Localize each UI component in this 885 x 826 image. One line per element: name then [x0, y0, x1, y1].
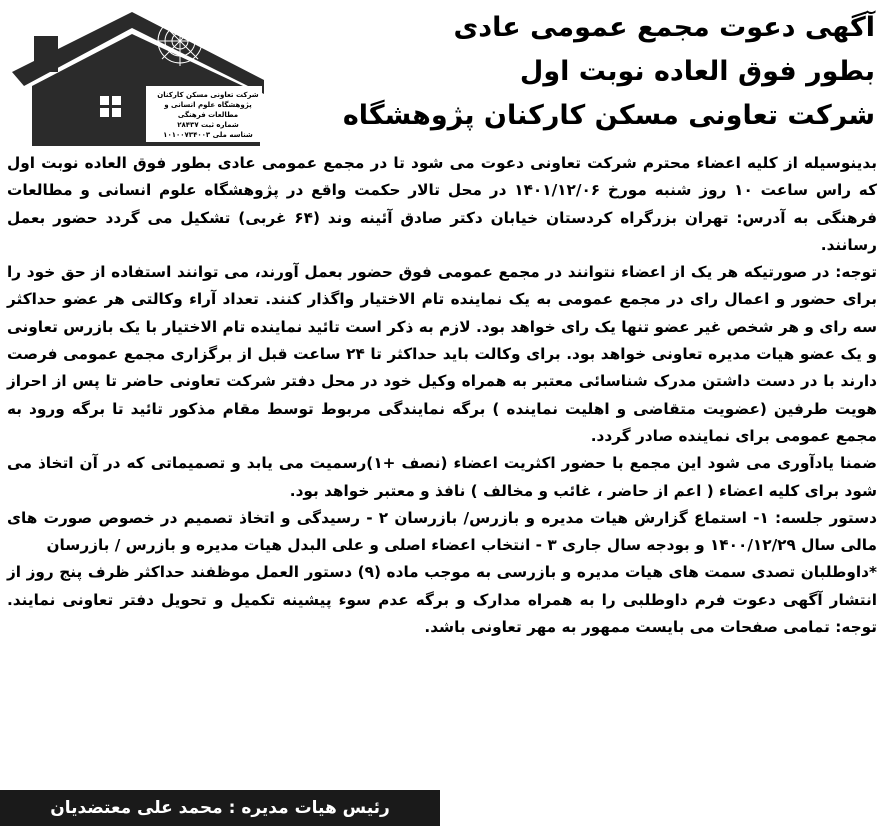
- logo-line-1: شرکت تعاونی مسکن کارکنان: [157, 91, 259, 99]
- signature-bar: [0, 790, 440, 826]
- header: [0, 0, 885, 148]
- title-line-3: شرکت تعاونی مسکن کارکنان پژوهشگاه: [342, 100, 875, 131]
- note-label: توجه: [841, 263, 877, 282]
- quorum-paragraph: ضمنا یادآوری می شود این مجمع با حضور اکثریت اعضاء (نصف +۱)رسمیت می یابد و تصمیماتی که در آن اتخاذ می شود برای کلیه اعضاء ( اعم از حاضر ، غائب و مخالف ) نافذ و معتبر خواهد بود.: [7, 454, 878, 500]
- agenda-label: دستور جلسه:: [775, 508, 878, 527]
- candidates-paragraph: [7, 559, 877, 641]
- logo-line-3: شماره ثبت ۲۸۴۳۷: [177, 121, 239, 129]
- intro-paragraph: بدینوسیله از کلیه اعضاء محترم شرکت تعاونی دعوت می شود تا در مجمع عمومی عادی بطور فوق العاده نوبت اول که راس ساعت ۱۰ روز شنبه مورخ ۱۴۰۱/۱۲/۰۶ در محل تالار حکمت واقع در پژوهشگاه علوم انسانی و مطالعات فرهنگی به آدرس: تهران بزرگراه کردستان خیابان دکتر صادق آئینه وند (۶۴ غربی) تشکیل می گردد حضور بعمل رسانند.: [7, 154, 877, 254]
- logo-line-2: پژوهشگاه علوم انسانی و مطالعات فرهنگی: [164, 101, 252, 119]
- logo-caption: [152, 90, 264, 140]
- agenda-paragraph: [7, 505, 877, 560]
- agenda-text: ۱- استماع گزارش هیات مدیره و بازرس/ بازرسان ۲ - رسیدگی و اتخاذ تصمیم در خصوص صورت های مالی سال ۱۴۰۰/۱۲/۲۹ و بودجه سال جاری ۳ - انتخاب اعضاء اصلی و علی البدل هیات مدیره و بازرس / بازرسان: [7, 508, 877, 555]
- note-text: : در صورتیکه هر یک از اعضاء نتوانند در مجمع عمومی فوق حضور بعمل آورند، می توانند استفاده از حق خود را برای حضور و اعمال رای در مجمع عمومی به یک نماینده تام الاختیار واگذار کنند. تعداد آراء وکالتی هر عضو حداکثر سه رای و هر شخص غیر عضو تنها یک رای خواهد بود. لازم به ذکر است تائید نماینده تام الاختیار با یک بازرس تعاونی و یک عضو هیات مدیره تعاونی خواهد بود. برای وکالت باید حداکثر تا ۲۴ ساعت قبل از برگزاری مجمع عمومی فرصت دارند با در دست داشتن مدرک شناسائی معتبر به همراه وکیل خود در محل دفتر شرکت تعاونی حاضر تا پس از احراز هویت طرفین (عضویت متقاضی و اهلیت نماینده ) برگه نمایندگی مربوط توسط مقام مذکور تائید تا برگه ورود به مجمع عمومی برای نماینده صادر گردد.: [7, 263, 877, 445]
- final-note-text: تمامی صفحات می بایست ممهور به مهر تعاونی باشد.: [424, 618, 836, 637]
- title-line-1: آگهی دعوت مجمع عمومی عادی: [453, 12, 875, 43]
- final-note-label: توجه:: [835, 618, 877, 637]
- cooperative-logo: [12, 6, 277, 146]
- announcement-body: [7, 150, 877, 641]
- signature-text: رئیس هیات مدیره : محمد علی معتضدیان: [50, 798, 390, 818]
- note-paragraph: [7, 259, 877, 450]
- title-block: [275, 6, 875, 138]
- candidates-text: *داوطلبان تصدی سمت های هیات مدیره و بازرسی به موجب ماده (۹) دستور العمل موظفند حداکثر ظرف پنج روز از انتشار آگهی دعوت فرم داوطلبی را به همراه مدارک و برگه عدم سوء پیشینه تکمیل و تحویل دفتر تعاونی نمایند.: [7, 563, 877, 609]
- title-line-2: بطور فوق العاده نوبت اول: [519, 56, 875, 87]
- logo-line-4: شناسه ملی ۱۰۱۰۰۷۳۴۰۰۳: [163, 131, 253, 139]
